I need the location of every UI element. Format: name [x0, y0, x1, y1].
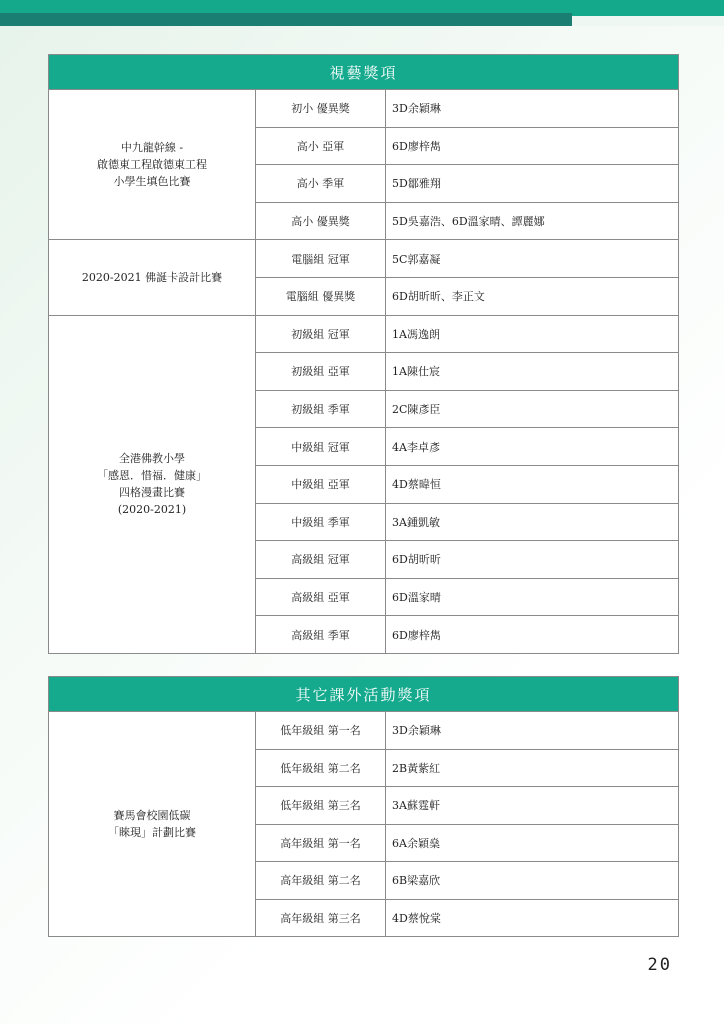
award-category: 中級組 冠軍 — [256, 428, 386, 466]
award-winner: 6D胡昕昕 — [386, 541, 679, 579]
award-winner: 6D廖梓雋 — [386, 616, 679, 654]
award-category: 電腦組 優異獎 — [256, 277, 386, 315]
competition-name-line: 中九龍幹線 - — [120, 141, 184, 155]
competition-name-line: 「睞現」計劃比賽 — [108, 826, 196, 839]
award-winner: 4D蔡悅棠 — [386, 899, 679, 937]
competition-name-line: 四格漫畫比賽 — [119, 486, 185, 500]
award-winner: 6A余穎燊 — [386, 824, 679, 862]
award-winner: 3D余穎琳 — [386, 90, 679, 128]
visual-arts-awards-table — [48, 54, 679, 654]
award-winner: 3A蘇霆軒 — [386, 787, 679, 825]
award-winner: 5D鄒雅翔 — [386, 165, 679, 203]
competition-name-line: 全港佛教小學 — [119, 452, 185, 466]
award-category: 中級組 季軍 — [256, 503, 386, 541]
table-row — [49, 240, 679, 278]
competition-name-line: 2020-2021 佛誕卡設計比賽 — [81, 270, 223, 284]
visual-arts-title: 視藝獎項 — [49, 55, 679, 90]
award-category: 高級組 冠軍 — [256, 541, 386, 579]
award-category: 高級組 亞軍 — [256, 578, 386, 616]
award-category: 初級組 季軍 — [256, 390, 386, 428]
page-number: 20 — [647, 955, 672, 975]
header-band-top — [0, 0, 724, 13]
other-activities-awards-table — [48, 676, 679, 937]
header-band-bottom — [0, 13, 572, 26]
award-winner: 1A馮逸朗 — [386, 315, 679, 353]
competition-name-line: 小學生填色比賽 — [113, 175, 191, 189]
award-category: 高小 亞軍 — [256, 127, 386, 165]
award-category: 高年級組 第二名 — [256, 862, 386, 900]
competition-name — [49, 315, 256, 653]
award-category: 初小 優異獎 — [256, 90, 386, 128]
award-winner: 6D胡昕昕、李正文 — [386, 277, 679, 315]
award-winner: 5D吳嘉浩、6D溫家晴、譚麗娜 — [386, 202, 679, 240]
award-category: 高級組 季軍 — [256, 616, 386, 654]
award-category: 高年級組 第三名 — [256, 899, 386, 937]
header-band — [0, 0, 724, 26]
award-category: 高小 季軍 — [256, 165, 386, 203]
award-winner: 4A李卓彥 — [386, 428, 679, 466]
award-category: 初級組 亞軍 — [256, 353, 386, 391]
table-row — [49, 90, 679, 128]
award-winner: 3D余穎琳 — [386, 712, 679, 750]
competition-name-line: 「感恩．惜福．健康」 — [97, 469, 207, 483]
competition-name-line: (2020-2021) — [117, 503, 187, 517]
header-band-stripe — [572, 13, 724, 16]
award-category: 高年級組 第一名 — [256, 824, 386, 862]
other-activities-title: 其它課外活動獎項 — [49, 677, 679, 712]
table-row — [49, 712, 679, 750]
award-winner: 2B黃紫紅 — [386, 749, 679, 787]
award-winner: 6D溫家晴 — [386, 578, 679, 616]
award-winner: 1A陳仕宸 — [386, 353, 679, 391]
award-category: 低年級組 第三名 — [256, 787, 386, 825]
award-category: 高小 優異獎 — [256, 202, 386, 240]
competition-name-line: 賽馬會校園低碳 — [113, 809, 191, 822]
award-winner: 5C郭嘉凝 — [386, 240, 679, 278]
award-category: 低年級組 第一名 — [256, 712, 386, 750]
award-winner: 3A鍾凱敏 — [386, 503, 679, 541]
award-winner: 2C陳彥臣 — [386, 390, 679, 428]
award-winner: 4D蔡暐恒 — [386, 465, 679, 503]
table-row — [49, 315, 679, 353]
competition-name — [49, 712, 256, 937]
award-winner: 6D廖梓雋 — [386, 127, 679, 165]
award-category: 中級組 亞軍 — [256, 465, 386, 503]
award-category: 電腦組 冠軍 — [256, 240, 386, 278]
award-category: 初級組 冠軍 — [256, 315, 386, 353]
award-winner: 6B梁嘉欣 — [386, 862, 679, 900]
competition-name — [49, 240, 256, 315]
award-category: 低年級組 第二名 — [256, 749, 386, 787]
competition-name-line: 啟德東工程啟德東工程 — [97, 158, 207, 172]
competition-name — [49, 90, 256, 240]
